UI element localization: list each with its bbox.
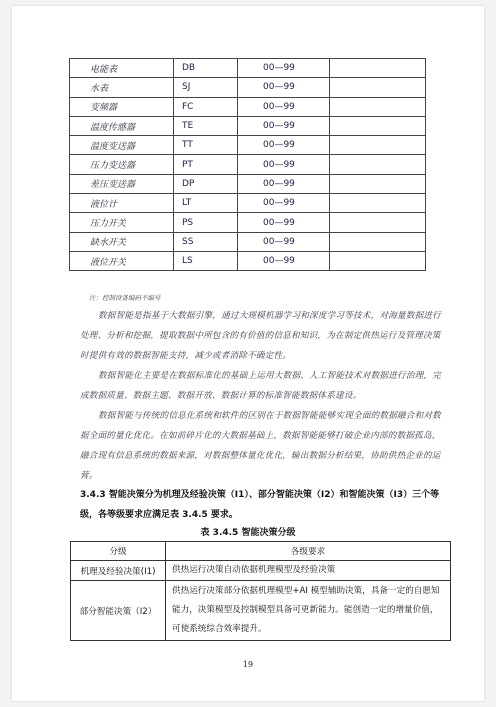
blank-cell bbox=[330, 78, 426, 97]
device-range-cell: 00—99 bbox=[238, 174, 330, 193]
device-code-cell: FC bbox=[174, 97, 238, 116]
device-code-cell: TE bbox=[174, 116, 238, 135]
device-name-cell: 温度变送器 bbox=[70, 136, 174, 155]
device-range-cell: 00—99 bbox=[238, 116, 330, 135]
device-range-cell: 00—99 bbox=[238, 78, 330, 97]
device-name-cell: 压力开关 bbox=[70, 213, 174, 232]
device-code-cell: LT bbox=[174, 194, 238, 213]
table-row bbox=[71, 581, 451, 641]
table-row bbox=[70, 97, 426, 116]
clause-3-4-3: 3.4.3 智能决策分为机理及经验决策（I1）、部分智能决策（I2）和智能决策（I3）三个等级，各等级要求应满足表 3.4.5 要求。 bbox=[80, 490, 440, 520]
device-code-cell: DP bbox=[174, 174, 238, 193]
device-range-cell: 00—99 bbox=[238, 97, 330, 116]
device-code-cell: SS bbox=[174, 232, 238, 251]
blank-cell bbox=[330, 174, 426, 193]
device-range-cell: 00—99 bbox=[238, 136, 330, 155]
paragraph-difference: 数据智能与传统的信息化系统和软件的区别在于数据智能能够实现全面的数据融合和对数据全面的量化优化。在如前碎片化的大数据基础上，数据智能能够打破企业内部的数据孤岛，融合现有信息系统的数据来源，对数据整体量化优化，输出数据分析结果，协助供热企业的运营。 bbox=[80, 411, 441, 481]
header-level: 分级 bbox=[71, 542, 166, 561]
table-row bbox=[70, 194, 426, 213]
device-name-cell: 变频器 bbox=[70, 97, 174, 116]
table-caption: 表 3.4.5 智能决策分级 bbox=[200, 528, 296, 538]
device-name-cell: 压力变送器 bbox=[70, 155, 174, 174]
blank-cell bbox=[330, 194, 426, 213]
requirement-cell: 供热运行决策自动依据机理模型及经验决策 bbox=[166, 561, 451, 581]
table-row bbox=[70, 136, 426, 155]
device-name-cell: 差压变送器 bbox=[70, 174, 174, 193]
table-row bbox=[70, 116, 426, 135]
device-code-cell: LS bbox=[174, 251, 238, 270]
device-code-cell: SJ bbox=[174, 78, 238, 97]
device-range-cell: 00—99 bbox=[238, 155, 330, 174]
device-name-cell: 温度传感器 bbox=[70, 116, 174, 135]
blank-cell bbox=[330, 213, 426, 232]
device-range-cell: 00—99 bbox=[238, 194, 330, 213]
blank-cell bbox=[330, 97, 426, 116]
table-row bbox=[70, 59, 426, 78]
table-row bbox=[70, 174, 426, 193]
blank-cell bbox=[330, 116, 426, 135]
device-code-cell: PT bbox=[174, 155, 238, 174]
blank-cell bbox=[330, 155, 426, 174]
device-name-cell: 水表 bbox=[70, 78, 174, 97]
blank-cell bbox=[330, 251, 426, 270]
requirement-cell: 供热运行决策部分依据机理模型+AI 模型辅助决策，具备一定的自愿知能力，决策模型及控制模型具备可更新能力。能创造一定的增量价值，可使系统综合效率提升。 bbox=[166, 581, 451, 641]
table-row bbox=[70, 232, 426, 251]
level-cell: 部分智能决策（I2） bbox=[71, 581, 166, 641]
table-row bbox=[70, 251, 426, 270]
blank-cell bbox=[330, 232, 426, 251]
header-requirement: 各级要求 bbox=[166, 542, 451, 561]
device-range-cell: 00—99 bbox=[238, 213, 330, 232]
table-note: 注：控制设备编码不编号 bbox=[89, 294, 161, 302]
table-row bbox=[70, 155, 426, 174]
device-range-cell: 00—99 bbox=[238, 59, 330, 78]
level-cell: 机理及经验决策(I1) bbox=[71, 561, 166, 581]
blank-cell bbox=[330, 59, 426, 78]
table-row bbox=[71, 561, 451, 581]
device-range-cell: 00—99 bbox=[238, 232, 330, 251]
device-code-cell: PS bbox=[174, 213, 238, 232]
device-code-cell: TT bbox=[174, 136, 238, 155]
device-name-cell: 电能表 bbox=[70, 59, 174, 78]
device-code-table bbox=[69, 58, 426, 271]
paragraph-data-intelligentization: 数据智能化主要是在数据标准化的基础上运用大数据、人工智能技术对数据进行治理，完成数据质量、数据主题、数据开放、数据计算的标准智能数据体系建设。 bbox=[80, 371, 441, 401]
table-row bbox=[70, 213, 426, 232]
device-name-cell: 缺水开关 bbox=[70, 232, 174, 251]
device-range-cell: 00—99 bbox=[238, 251, 330, 270]
paragraph-data-intelligence: 数据智能是指基于大数据引擎，通过大规模机器学习和深度学习等技术，对海量数据进行处理、分析和挖掘，提取数据中所包含的有价值的信息和知识，为在制定供热运行及管理决策时提供有效的数据智能支持，减少或者消除不确定性。 bbox=[80, 311, 441, 361]
document-page bbox=[12, 6, 484, 701]
page-number: 19 bbox=[242, 660, 254, 669]
device-name-cell: 液位开关 bbox=[70, 251, 174, 270]
blank-cell bbox=[330, 136, 426, 155]
decision-level-table bbox=[70, 541, 451, 641]
device-name-cell: 液位计 bbox=[70, 194, 174, 213]
device-code-cell: DB bbox=[174, 59, 238, 78]
table-row bbox=[70, 78, 426, 97]
